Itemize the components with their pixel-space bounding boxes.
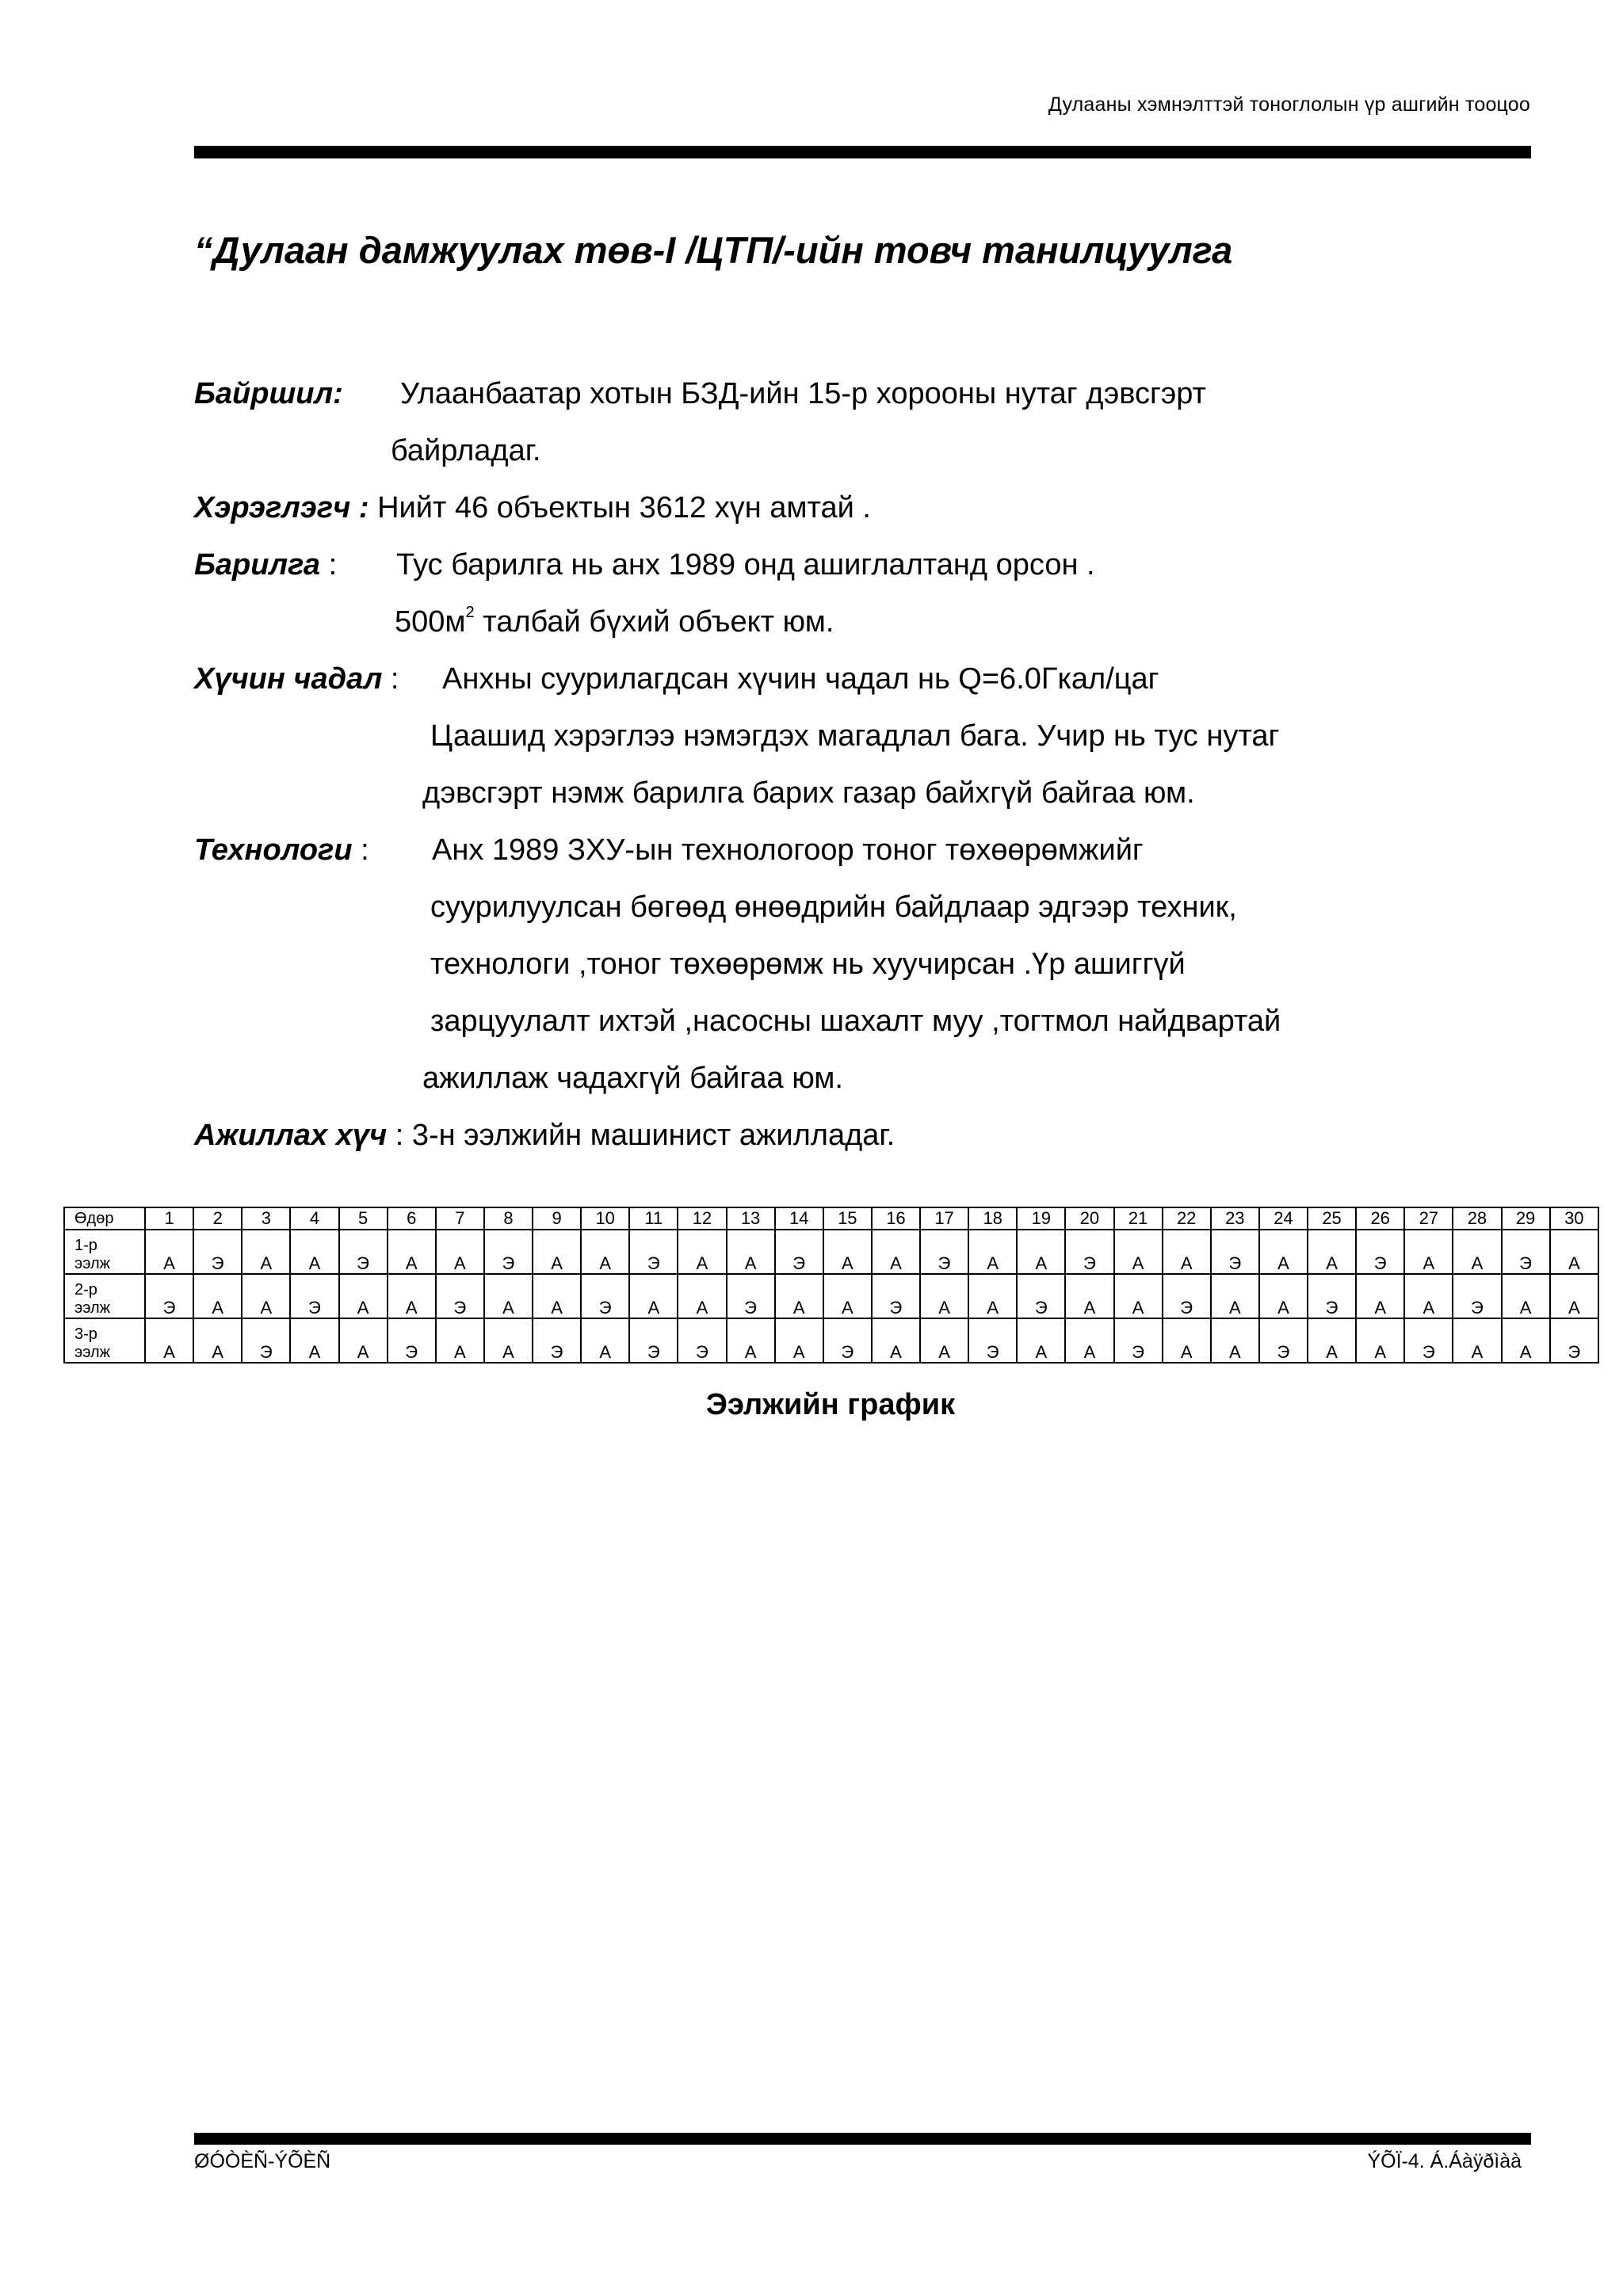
schedule-cell: Э (1356, 1230, 1404, 1274)
schedule-cell: А (1114, 1230, 1163, 1274)
schedule-cell: А (193, 1274, 242, 1318)
schedule-header-label: Өдөр (64, 1207, 145, 1230)
schedule-cell: А (678, 1230, 726, 1274)
schedule-cell: Э (1163, 1274, 1211, 1318)
location-line-1: Улаанбаатар хотын БЗД-ийн 15-р хорооны нутаг дэвсгэрт (400, 377, 1206, 410)
schedule-cell: А (629, 1274, 678, 1318)
footer-right: ÝÕÏ-4. Á.Áàÿðìàà (1367, 2150, 1522, 2172)
schedule-caption: Ээлжийн график (705, 1388, 956, 1421)
schedule-shift-label (64, 1274, 145, 1318)
schedule-cell: А (1550, 1274, 1598, 1318)
schedule-cell: А (436, 1318, 484, 1363)
schedule-day-header: 3 (242, 1207, 290, 1230)
schedule-cell: А (533, 1274, 581, 1318)
schedule-cell: А (484, 1318, 533, 1363)
schedule-cell: А (920, 1274, 968, 1318)
schedule-cell: Э (1114, 1318, 1163, 1363)
building-area-text: талбай бүхий объект юм. (474, 605, 834, 639)
schedule-cell: А (1550, 1230, 1598, 1274)
capacity-label: Хүчин чадал (194, 662, 383, 696)
schedule-cell: А (1163, 1230, 1211, 1274)
schedule-cell: Э (1259, 1318, 1308, 1363)
schedule-cell: А (581, 1318, 629, 1363)
schedule-day-header: 16 (872, 1207, 920, 1230)
schedule-day-header: 29 (1502, 1207, 1550, 1230)
schedule-day-header: 8 (484, 1207, 533, 1230)
schedule-cell: Э (242, 1318, 290, 1363)
building-sep: : (320, 548, 338, 582)
schedule-cell: А (339, 1274, 388, 1318)
workforce-row (194, 1120, 895, 1150)
capacity-line-2: Цаашид хэрэглээ нэмэгдэх магадлал бага. Учир нь тус нутаг (430, 719, 1280, 753)
schedule-header-row (64, 1207, 1598, 1230)
schedule-cell: А (920, 1318, 968, 1363)
shift-schedule-table (63, 1207, 1599, 1363)
schedule-cell: А (678, 1274, 726, 1318)
schedule-cell: Э (823, 1318, 872, 1363)
schedule-cell: А (1502, 1318, 1550, 1363)
schedule-cell: А (484, 1274, 533, 1318)
schedule-cell: Э (727, 1274, 775, 1318)
schedule-cell: Э (920, 1230, 968, 1274)
schedule-cell: А (581, 1230, 629, 1274)
schedule-cell: А (242, 1230, 290, 1274)
schedule-cell: Э (145, 1274, 193, 1318)
schedule-day-header: 15 (823, 1207, 872, 1230)
schedule-cell: А (290, 1318, 338, 1363)
schedule-day-header: 17 (920, 1207, 968, 1230)
schedule-day-header: 25 (1308, 1207, 1356, 1230)
location-row (194, 379, 343, 409)
schedule-cell: А (145, 1230, 193, 1274)
location-label: Байршил: (194, 377, 343, 410)
schedule-cell: Э (1017, 1274, 1065, 1318)
consumer-text: Нийт 46 объектын 3612 хүн амтай . (369, 491, 871, 524)
technology-sep: : (352, 833, 369, 867)
schedule-cell: А (388, 1274, 436, 1318)
schedule-cell: А (1259, 1274, 1308, 1318)
capacity-line-3: дэвсгэрт нэмж барилга барих газар байхгүй байгаа юм. (422, 776, 1195, 810)
schedule-cell: Э (533, 1318, 581, 1363)
schedule-cell: А (1502, 1274, 1550, 1318)
footer-rule (194, 2133, 1531, 2145)
schedule-cell: А (968, 1274, 1017, 1318)
schedule-cell: А (727, 1318, 775, 1363)
technology-line-3: технологи ,тоног төхөөрөмж нь хуучирсан .Үр ашиггүй (430, 948, 1186, 981)
schedule-day-header: 9 (533, 1207, 581, 1230)
schedule-cell: А (1114, 1274, 1163, 1318)
footer-left: ØÓÒÈÑ-ÝÕÈÑ (194, 2150, 331, 2172)
schedule-cell: Э (1404, 1318, 1453, 1363)
schedule-day-header: 10 (581, 1207, 629, 1230)
schedule-cell: А (775, 1274, 823, 1318)
schedule-day-header: 4 (290, 1207, 338, 1230)
shift-label-word: ээлж (74, 1344, 111, 1361)
schedule-cell: Э (290, 1274, 338, 1318)
schedule-cell: Э (339, 1230, 388, 1274)
schedule-cell: Э (581, 1274, 629, 1318)
schedule-day-header: 13 (727, 1207, 775, 1230)
schedule-cell: Э (1502, 1230, 1550, 1274)
schedule-cell: Э (388, 1318, 436, 1363)
schedule-cell: Э (436, 1274, 484, 1318)
schedule-cell: А (242, 1274, 290, 1318)
schedule-cell: Э (872, 1274, 920, 1318)
building-label: Барилга (194, 548, 321, 582)
header-rule (194, 146, 1531, 158)
schedule-cell: Э (629, 1318, 678, 1363)
schedule-cell: А (1163, 1318, 1211, 1363)
schedule-cell: А (1356, 1274, 1404, 1318)
schedule-cell: А (1308, 1318, 1356, 1363)
schedule-cell: А (1453, 1318, 1501, 1363)
schedule-day-header: 18 (968, 1207, 1017, 1230)
schedule-cell: А (1404, 1230, 1453, 1274)
schedule-day-header: 27 (1404, 1207, 1453, 1230)
schedule-day-header: 22 (1163, 1207, 1211, 1230)
technology-line-4: зарцуулалт ихтэй ,насосны шахалт муу ,тогтмол найдвартай (430, 1005, 1281, 1038)
schedule-cell: Э (678, 1318, 726, 1363)
schedule-day-header: 7 (436, 1207, 484, 1230)
shift-label-word: ээлж (74, 1255, 111, 1272)
schedule-cell: А (1065, 1318, 1113, 1363)
technology-line-5: ажиллаж чадахгүй байгаа юм. (422, 1062, 843, 1095)
schedule-shift-row (64, 1274, 1598, 1318)
document-title: “Дулаан дамжуулах төв-I /ЦТП/-ийн товч танилцуулга (194, 229, 1233, 271)
schedule-cell: Э (1550, 1318, 1598, 1363)
schedule-cell: А (968, 1230, 1017, 1274)
schedule-cell: А (727, 1230, 775, 1274)
schedule-day-header: 6 (388, 1207, 436, 1230)
building-area-superscript: 2 (465, 604, 475, 621)
schedule-cell: А (145, 1318, 193, 1363)
running-head: Дулааны хэмнэлттэй тоноглолын үр ашгийн тооцоо (1048, 93, 1530, 116)
consumer-label: Хэрэглэгч : (194, 491, 369, 524)
schedule-cell: Э (484, 1230, 533, 1274)
capacity-row (194, 664, 399, 694)
schedule-shift-row (64, 1230, 1598, 1274)
schedule-cell: А (533, 1230, 581, 1274)
schedule-cell: Э (1308, 1274, 1356, 1318)
technology-line-1: Анх 1989 ЗХУ-ын технологоор тоног төхөөрөмжийг (432, 833, 1144, 867)
capacity-sep: : (382, 662, 399, 696)
technology-label: Технологи (194, 833, 353, 867)
schedule-day-header: 28 (1453, 1207, 1501, 1230)
capacity-line-1: Анхны суурилагдсан хүчин чадал нь Q=6.0Гкал/цаг (442, 662, 1159, 696)
schedule-day-header: 21 (1114, 1207, 1163, 1230)
location-line-2: байрладаг. (391, 434, 541, 467)
schedule-day-header: 20 (1065, 1207, 1113, 1230)
schedule-day-header: 14 (775, 1207, 823, 1230)
schedule-shift-label (64, 1230, 145, 1274)
schedule-cell: Э (775, 1230, 823, 1274)
schedule-cell: Э (629, 1230, 678, 1274)
schedule-day-header: 23 (1211, 1207, 1259, 1230)
schedule-cell: А (1259, 1230, 1308, 1274)
schedule-day-header: 5 (339, 1207, 388, 1230)
schedule-day-header: 1 (145, 1207, 193, 1230)
schedule-cell: А (1211, 1274, 1259, 1318)
schedule-shift-label (64, 1318, 145, 1363)
schedule-cell: А (872, 1318, 920, 1363)
technology-line-2: суурилуулсан бөгөөд өнөөдрийн байдлаар эдгээр техник, (430, 891, 1237, 924)
schedule-day-header: 12 (678, 1207, 726, 1230)
schedule-cell: А (1065, 1274, 1113, 1318)
schedule-cell: А (1211, 1318, 1259, 1363)
schedule-cell: А (872, 1230, 920, 1274)
shift-label-number: 1-р (74, 1237, 97, 1254)
schedule-cell: А (1017, 1318, 1065, 1363)
schedule-cell: А (1356, 1318, 1404, 1363)
schedule-shift-row (64, 1318, 1598, 1363)
schedule-cell: Э (1453, 1274, 1501, 1318)
schedule-cell: Э (1211, 1230, 1259, 1274)
schedule-day-header: 26 (1356, 1207, 1404, 1230)
schedule-cell: А (1453, 1230, 1501, 1274)
schedule-cell: Э (968, 1318, 1017, 1363)
schedule-cell: А (823, 1274, 872, 1318)
building-row (194, 550, 337, 580)
schedule-cell: А (193, 1318, 242, 1363)
schedule-day-header: 11 (629, 1207, 678, 1230)
schedule-cell: А (823, 1230, 872, 1274)
schedule-day-header: 30 (1550, 1207, 1598, 1230)
schedule-cell: А (388, 1230, 436, 1274)
building-line-1: Тус барилга нь анх 1989 онд ашиглалтанд орсон . (396, 548, 1095, 582)
schedule-cell: Э (1065, 1230, 1113, 1274)
schedule-day-header: 24 (1259, 1207, 1308, 1230)
building-area-value: 500м (395, 605, 466, 639)
consumer-row (194, 493, 871, 523)
schedule-cell: А (775, 1318, 823, 1363)
schedule-day-header: 19 (1017, 1207, 1065, 1230)
schedule-cell: А (1308, 1230, 1356, 1274)
shift-label-word: ээлж (74, 1299, 111, 1317)
schedule-cell: А (1017, 1230, 1065, 1274)
schedule-cell: А (290, 1230, 338, 1274)
schedule-cell: Э (193, 1230, 242, 1274)
schedule-cell: А (1404, 1274, 1453, 1318)
technology-row (194, 835, 369, 865)
schedule-day-header: 2 (193, 1207, 242, 1230)
shift-label-number: 3-р (74, 1325, 97, 1343)
schedule-cell: А (436, 1230, 484, 1274)
schedule-cell: А (339, 1318, 388, 1363)
building-line-2 (395, 604, 834, 639)
workforce-label: Ажиллах хүч (194, 1119, 388, 1152)
workforce-text: : 3-н ээлжийн машинист ажилладаг. (387, 1119, 896, 1152)
shift-label-number: 2-р (74, 1281, 97, 1299)
